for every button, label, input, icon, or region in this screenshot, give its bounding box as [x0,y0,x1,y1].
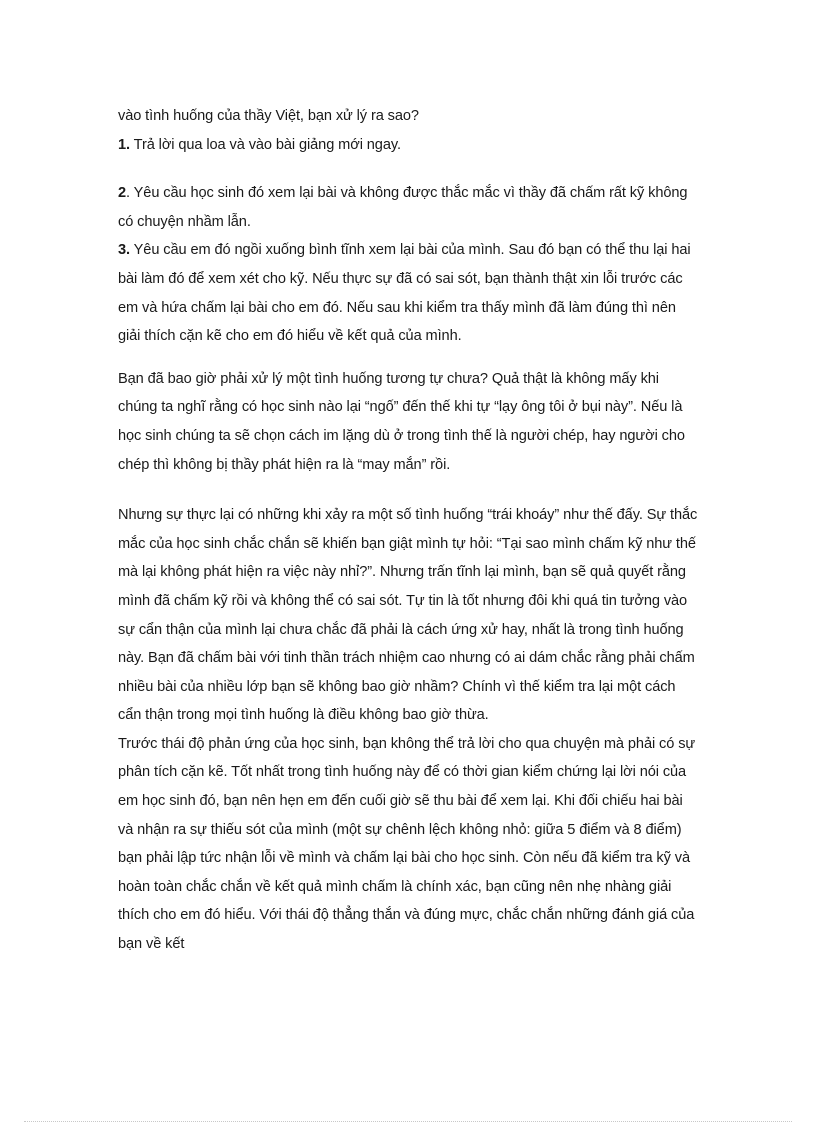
paragraph-intro-question [118,102,698,131]
paragraph-spacer [118,479,698,501]
option-number: 1. [118,136,130,153]
page-bottom-divider [24,1121,792,1122]
paragraph-body [118,365,698,479]
paragraph-spacer [118,159,698,179]
paragraph-text: Trả lời qua loa và vào bài giảng mới ngay. [129,136,401,153]
paragraph-text: Nhưng sự thực lại có những khi xảy ra một số tình huống “trái khoáy” như thế đấy. Sự thắc mắc của học sinh chắc chắn sẽ khiến bạn giật mình tự hỏi: “Tại sao mình chấm kỹ như thế mà lại không phát hiện ra việc này nhỉ?”. Nhưng trấn tĩnh lại mình, bạn sẽ quả quyết rằng mình đã chấm kỹ rồi và không thể có sai sót. Tự tin là tốt nhưng đôi khi quá tin tưởng vào sự cẩn thận của mình lại chưa chắc đã phải là cách ứng xử hay, nhất là trong tình huống này. Bạn đã chấm bài với tinh thần trách nhiệm cao nhưng có ai dám chắc rằng phải chấm nhiều bài của nhiều lớp bạn sẽ không bao giờ nhầm? Chính vì thế kiểm tra lại một cách cẩn thận trong mọi tình huống là điều không bao giờ thừa. [118,507,698,724]
paragraph-option-3 [118,236,698,350]
paragraph-text: Yêu cầu em đó ngồi xuống bình tĩnh xem lại bài của mình. Sau đó bạn có thể thu lại hai bài làm đó để xem xét cho kỹ. Nếu thực sự đã có sai sót, bạn thành thật xin lỗi trước các em và hứa chấm lại bài cho em đó. Nếu sau khi kiểm tra thấy mình đã làm đúng thì nên giải thích cặn kẽ cho em đó hiểu về kết quả của mình. [118,242,691,345]
paragraph-spacer [118,351,698,365]
option-number: 3. [118,242,130,259]
document-body [118,102,698,959]
paragraph-text: vào tình huống của thầy Việt, bạn xử lý ra sao? [118,108,419,124]
paragraph-text: Bạn đã bao giờ phải xử lý một tình huống tương tự chưa? Quả thật là không mấy khi chúng ta nghĩ rằng có học sinh nào lại “ngố” đến thế khi tự “lạy ông tôi ở bụi này”. Nếu là học sinh chúng ta sẽ chọn cách im lặng dù ở trong tình thế là người chép, hay người cho chép thì không bị thầy phát hiện ra là “may mắn” rồi. [118,370,685,473]
paragraph-body [118,730,698,959]
paragraph-text: . Yêu cầu học sinh đó xem lại bài và không được thắc mắc vì thầy đã chấm rất kỹ không có chuyện nhầm lẫn. [118,185,688,230]
paragraph-option-1 [118,131,698,160]
paragraph-text: Trước thái độ phản ứng của học sinh, bạn không thể trả lời cho qua chuyện mà phải có sự phân tích cặn kẽ. Tốt nhất trong tình huống này để có thời gian kiểm chứng lại lời nói của em học sinh đó, bạn nên hẹn em đến cuối giờ sẽ thu bài để xem lại. Khi đối chiếu hai bài và nhận ra sự thiếu sót của mình (một sự chênh lệch không nhỏ: giữa 5 điểm và 8 điểm) bạn phải lập tức nhận lỗi về mình và chấm lại bài cho học sinh. Còn nếu đã kiểm tra kỹ và hoàn toàn chắc chắn về kết quả mình chấm là chính xác, bạn cũng nên nhẹ nhàng giải thích cho em đó hiểu. Với thái độ thẳng thắn và đúng mực, chắc chắn những đánh giá của bạn về kết [118,735,696,953]
paragraph-body [118,501,698,730]
option-number: 2 [118,185,127,202]
paragraph-option-2 [118,179,698,236]
